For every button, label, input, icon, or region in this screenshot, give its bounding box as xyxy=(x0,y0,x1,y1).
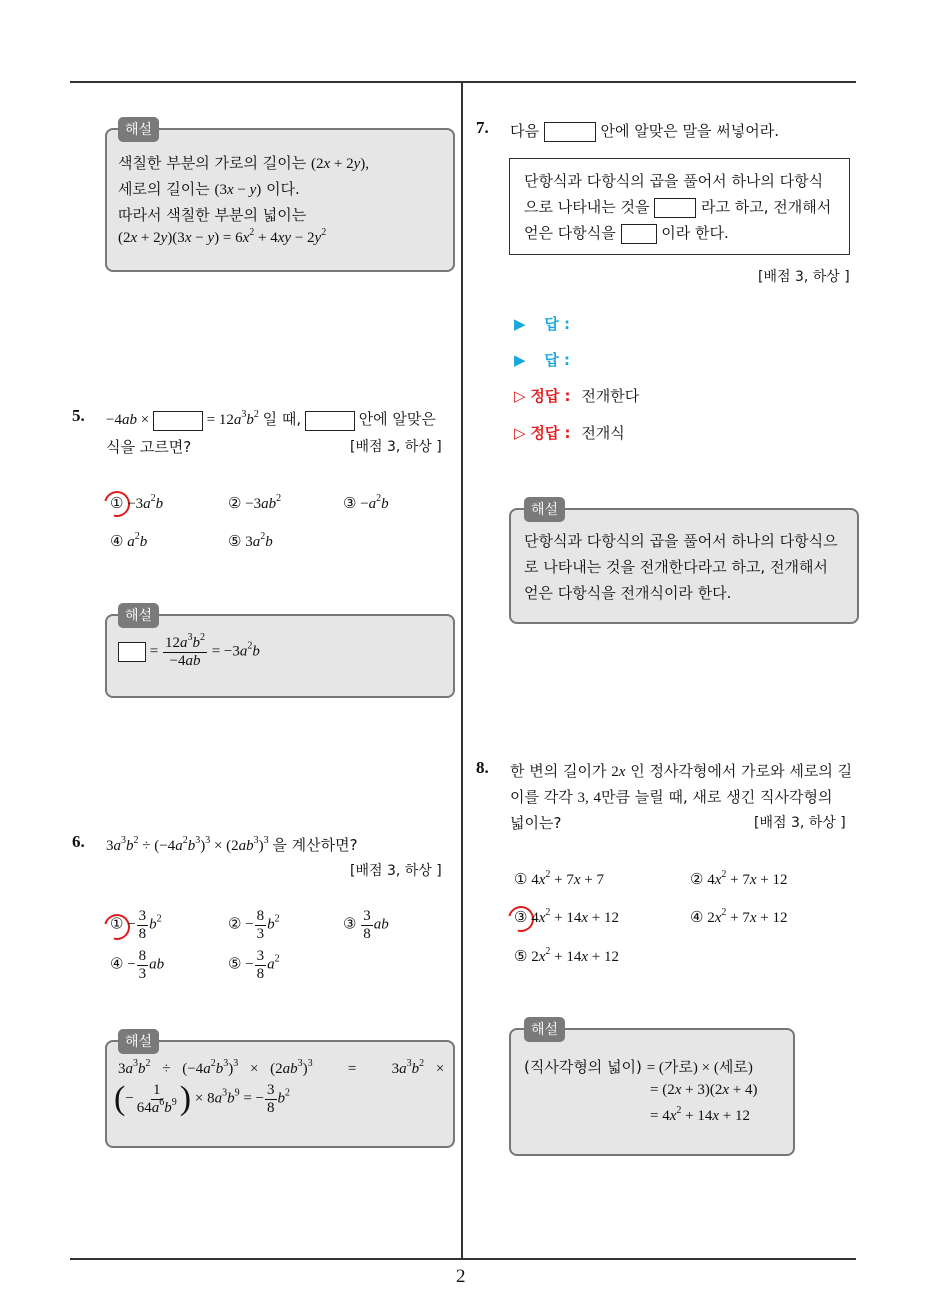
q7-question: 다음 안에 알맞은 말을 써넣어라. xyxy=(510,122,780,140)
q8-option-4[interactable]: ④ $2x^2 + 7x + 12$ xyxy=(690,907,788,926)
q6-option-2[interactable]: ② − $\frac{8}{3}$ $b^2$ xyxy=(228,908,280,942)
q5-solution-tag: 해설 xyxy=(118,603,159,628)
q6-score: [배점 3, 하상 ] xyxy=(350,863,442,879)
q8-option-5[interactable]: ⑤ $2x^2 + 14x + 12$ xyxy=(514,946,619,965)
q7-box-line3: 얻은 다항식을 이라 한다. xyxy=(524,224,729,242)
q8-solution-tag: 해설 xyxy=(524,1017,565,1042)
q5-score: [배점 3, 하상 ] xyxy=(350,439,442,455)
q5-option-1[interactable]: ① $-3a^2b$ xyxy=(110,493,164,512)
q7-box-line2: 으로 나타내는 것을 라고 하고, 전개해서 xyxy=(524,198,832,216)
top-rule xyxy=(70,81,856,83)
q4-sol-line3: 따라서 색칠한 부분의 넓이는 xyxy=(118,206,307,224)
column-divider xyxy=(461,83,463,1259)
q7-sol-line1: 단항식과 다항식의 곱을 풀어서 하나의 다항식으 xyxy=(524,532,838,550)
q6-number: 6. xyxy=(72,832,85,851)
q4-sol-line1: 색칠한 부분의 가로의 길이는 (2x + 2y), xyxy=(118,154,370,172)
q6-option-1[interactable]: ① − $\frac{3}{8}$ $b^2$ xyxy=(110,908,162,942)
q5-option-4[interactable]: ④ $a^2b$ xyxy=(110,531,148,550)
q5-option-3[interactable]: ③ $-a^2b$ xyxy=(343,493,389,512)
q5-number: 5. xyxy=(72,406,85,425)
q7-blank xyxy=(544,122,596,142)
q8-number: 8. xyxy=(476,758,489,777)
q8-option-2[interactable]: ② $4x^2 + 7x + 12$ xyxy=(690,869,788,888)
q8-sol-line2: = (2x + 3)(2x + 4) xyxy=(650,1082,758,1098)
q7-sol-line2: 로 나타내는 것을 전개한다라고 하고, 전개해서 xyxy=(524,558,828,576)
q6-option-4[interactable]: ④ − $\frac{8}{3}$ ab xyxy=(110,948,165,982)
q5-blank-2 xyxy=(305,411,355,431)
q4-sol-line4: $(2x + 2y)(3x - y) = 6x^2 + 4xy - 2y^2$ xyxy=(118,227,327,246)
play-icon: ▶ xyxy=(514,315,526,333)
q7-score: [배점 3, 하상 ] xyxy=(758,269,850,285)
play-icon: ▶ xyxy=(514,351,526,369)
q7-answer-2[interactable]: ▶ 답 : xyxy=(514,351,571,369)
q7-correct-2: ▷ 정답 : 전개식 xyxy=(514,424,625,442)
q8-sol-line1: (직사각형의 넓이) = (가로) × (세로) xyxy=(524,1058,753,1076)
q5-question-line1: −4ab × = $12a^3b^2$ 일 때, 안에 알맞은 xyxy=(106,408,436,431)
q5-sol-line: = $\frac{12a^3b^2}{-4ab}$ = $-3a^2b$ xyxy=(118,635,260,669)
q7-correct-1: ▷ 정답 : 전개한다 xyxy=(514,387,640,405)
bottom-rule xyxy=(70,1258,856,1260)
q7-solution-tag: 해설 xyxy=(524,497,565,522)
q7-box-line1: 단항식과 다항식의 곱을 풀어서 하나의 다항식 xyxy=(524,172,824,190)
q5-question-line2: 식을 고르면? xyxy=(106,438,192,456)
q5-option-2[interactable]: ② $-3ab^2$ xyxy=(228,493,282,512)
q6-solution-tag: 해설 xyxy=(118,1029,159,1054)
q4-solution-tag: 해설 xyxy=(118,117,159,142)
q8-score: [배점 3, 하상 ] xyxy=(754,815,846,831)
q6-option-5[interactable]: ⑤ − $\frac{3}{8}$ $a^2$ xyxy=(228,948,280,982)
q6-question: $3a^3b^2 \div (-4a^2b^3)^3 \times (2ab^3)^3$ 을 계산하면? xyxy=(106,835,358,854)
q6-sol-line1: $3a^3b^2 \div (-4a^2b^3)^3 \times (2ab^3)^3 = 3a^3b^2$ × xyxy=(118,1058,445,1077)
q8-question-line2: 이를 각각 3, 4만큼 늘릴 때, 새로 생긴 직사각형의 xyxy=(510,788,833,806)
q8-option-3[interactable]: ③ $4x^2 + 14x + 12$ xyxy=(514,907,619,926)
q8-question-line1: 한 변의 길이가 2x 인 정사각형에서 가로와 세로의 길 xyxy=(510,762,853,780)
q8-option-1[interactable]: ① $4x^2 + 7x + 7$ xyxy=(514,869,604,888)
q6-sol-line2: (− $\frac{1}{64a^6b^9}$ ) × $8a^3b^9$ = − $\frac{3}{8}$ $b^2$ xyxy=(114,1080,291,1117)
q8-question-line3: 넓이는? xyxy=(510,814,562,832)
outline-play-icon: ▷ xyxy=(514,387,526,405)
outline-play-icon: ▷ xyxy=(514,424,526,442)
q5-blank-1 xyxy=(153,411,203,431)
q5-option-5[interactable]: ⑤ $3a^2b$ xyxy=(228,531,273,550)
q7-answer-1[interactable]: ▶ 답 : xyxy=(514,315,571,333)
q8-sol-line3: = $4x^2 + 14x + 12$ xyxy=(650,1105,750,1124)
page-number: 2 xyxy=(456,1266,466,1287)
q4-sol-line2: 세로의 길이는 (3x − y) 이다. xyxy=(118,180,300,198)
q4-solution-box xyxy=(105,128,455,272)
q7-sol-line3: 얻은 다항식을 전개식이라 한다. xyxy=(524,584,732,602)
q6-option-3[interactable]: ③ $\frac{3}{8}$ ab xyxy=(343,908,389,942)
q7-number: 7. xyxy=(476,118,489,137)
